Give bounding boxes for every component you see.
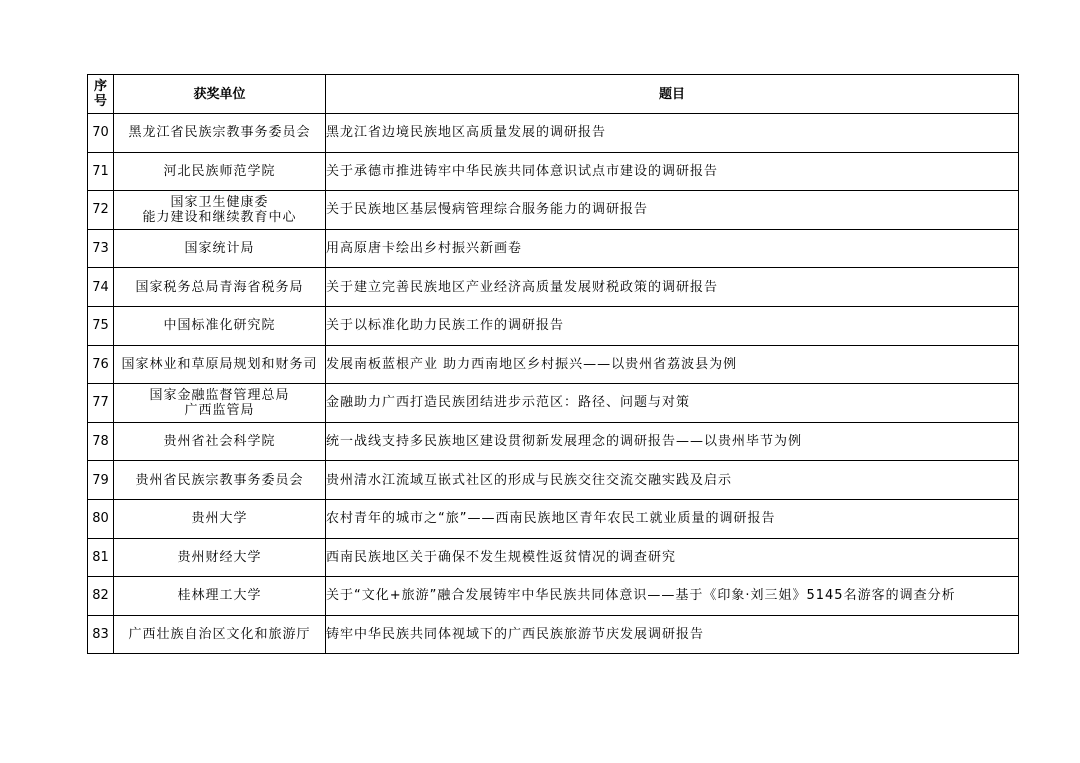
table-row bbox=[88, 306, 1019, 345]
table-row bbox=[88, 152, 1019, 191]
topic-title: 关于“文化+旅游”融合发展铸牢中华民族共同体意识——基于《印象·刘三姐》5145名游客的调查分析 bbox=[326, 577, 1019, 616]
table-row bbox=[88, 191, 1019, 230]
table-header bbox=[88, 75, 1019, 114]
table-row bbox=[88, 538, 1019, 577]
award-unit: 贵州大学 bbox=[114, 499, 326, 538]
topic-title: 金融助力广西打造民族团结进步示范区：路径、问题与对策 bbox=[326, 384, 1019, 423]
table-row bbox=[88, 114, 1019, 153]
topic-title: 农村青年的城市之“旅”——西南民族地区青年农民工就业质量的调研报告 bbox=[326, 499, 1019, 538]
topic-title: 统一战线支持多民族地区建设贯彻新发展理念的调研报告——以贵州毕节为例 bbox=[326, 422, 1019, 461]
award-unit: 黑龙江省民族宗教事务委员会 bbox=[114, 114, 326, 153]
table-row bbox=[88, 422, 1019, 461]
topic-title: 关于以标准化助力民族工作的调研报告 bbox=[326, 306, 1019, 345]
row-number: 79 bbox=[88, 461, 114, 500]
row-number: 81 bbox=[88, 538, 114, 577]
table-row bbox=[88, 499, 1019, 538]
award-unit: 河北民族师范学院 bbox=[114, 152, 326, 191]
topic-title: 贵州清水江流域互嵌式社区的形成与民族交往交流交融实践及启示 bbox=[326, 461, 1019, 500]
table-body bbox=[88, 114, 1019, 654]
award-unit: 广西壮族自治区文化和旅游厅 bbox=[114, 615, 326, 654]
row-number: 72 bbox=[88, 191, 114, 230]
row-number: 76 bbox=[88, 345, 114, 384]
table-row bbox=[88, 615, 1019, 654]
row-number: 77 bbox=[88, 384, 114, 423]
award-unit: 国家统计局 bbox=[114, 229, 326, 268]
award-unit: 中国标准化研究院 bbox=[114, 306, 326, 345]
table-row bbox=[88, 384, 1019, 423]
table-row bbox=[88, 268, 1019, 307]
topic-title: 发展南板蓝根产业 助力西南地区乡村振兴——以贵州省荔波县为例 bbox=[326, 345, 1019, 384]
header-unit: 获奖单位 bbox=[114, 75, 326, 114]
table-row bbox=[88, 345, 1019, 384]
award-unit: 贵州省民族宗教事务委员会 bbox=[114, 461, 326, 500]
award-unit: 国家林业和草原局规划和财务司 bbox=[114, 345, 326, 384]
award-unit: 桂林理工大学 bbox=[114, 577, 326, 616]
header-row bbox=[88, 75, 1019, 114]
row-number: 82 bbox=[88, 577, 114, 616]
row-number: 80 bbox=[88, 499, 114, 538]
row-number: 78 bbox=[88, 422, 114, 461]
row-number: 83 bbox=[88, 615, 114, 654]
award-unit: 贵州财经大学 bbox=[114, 538, 326, 577]
award-unit: 贵州省社会科学院 bbox=[114, 422, 326, 461]
header-no: 序号 bbox=[88, 75, 114, 114]
award-unit: 国家税务总局青海省税务局 bbox=[114, 268, 326, 307]
table-row bbox=[88, 577, 1019, 616]
row-number: 70 bbox=[88, 114, 114, 153]
topic-title: 用高原唐卡绘出乡村振兴新画卷 bbox=[326, 229, 1019, 268]
topic-title: 关于建立完善民族地区产业经济高质量发展财税政策的调研报告 bbox=[326, 268, 1019, 307]
topic-title: 关于承德市推进铸牢中华民族共同体意识试点市建设的调研报告 bbox=[326, 152, 1019, 191]
award-unit: 国家金融监督管理总局 广西监管局 bbox=[114, 384, 326, 423]
topic-title: 铸牢中华民族共同体视域下的广西民族旅游节庆发展调研报告 bbox=[326, 615, 1019, 654]
row-number: 71 bbox=[88, 152, 114, 191]
row-number: 75 bbox=[88, 306, 114, 345]
row-number: 74 bbox=[88, 268, 114, 307]
award-table bbox=[87, 74, 1019, 654]
table-row bbox=[88, 461, 1019, 500]
row-number: 73 bbox=[88, 229, 114, 268]
topic-title: 西南民族地区关于确保不发生规模性返贫情况的调查研究 bbox=[326, 538, 1019, 577]
award-unit: 国家卫生健康委 能力建设和继续教育中心 bbox=[114, 191, 326, 230]
topic-title: 关于民族地区基层慢病管理综合服务能力的调研报告 bbox=[326, 191, 1019, 230]
table-row bbox=[88, 229, 1019, 268]
header-title: 题目 bbox=[326, 75, 1019, 114]
topic-title: 黑龙江省边境民族地区高质量发展的调研报告 bbox=[326, 114, 1019, 153]
